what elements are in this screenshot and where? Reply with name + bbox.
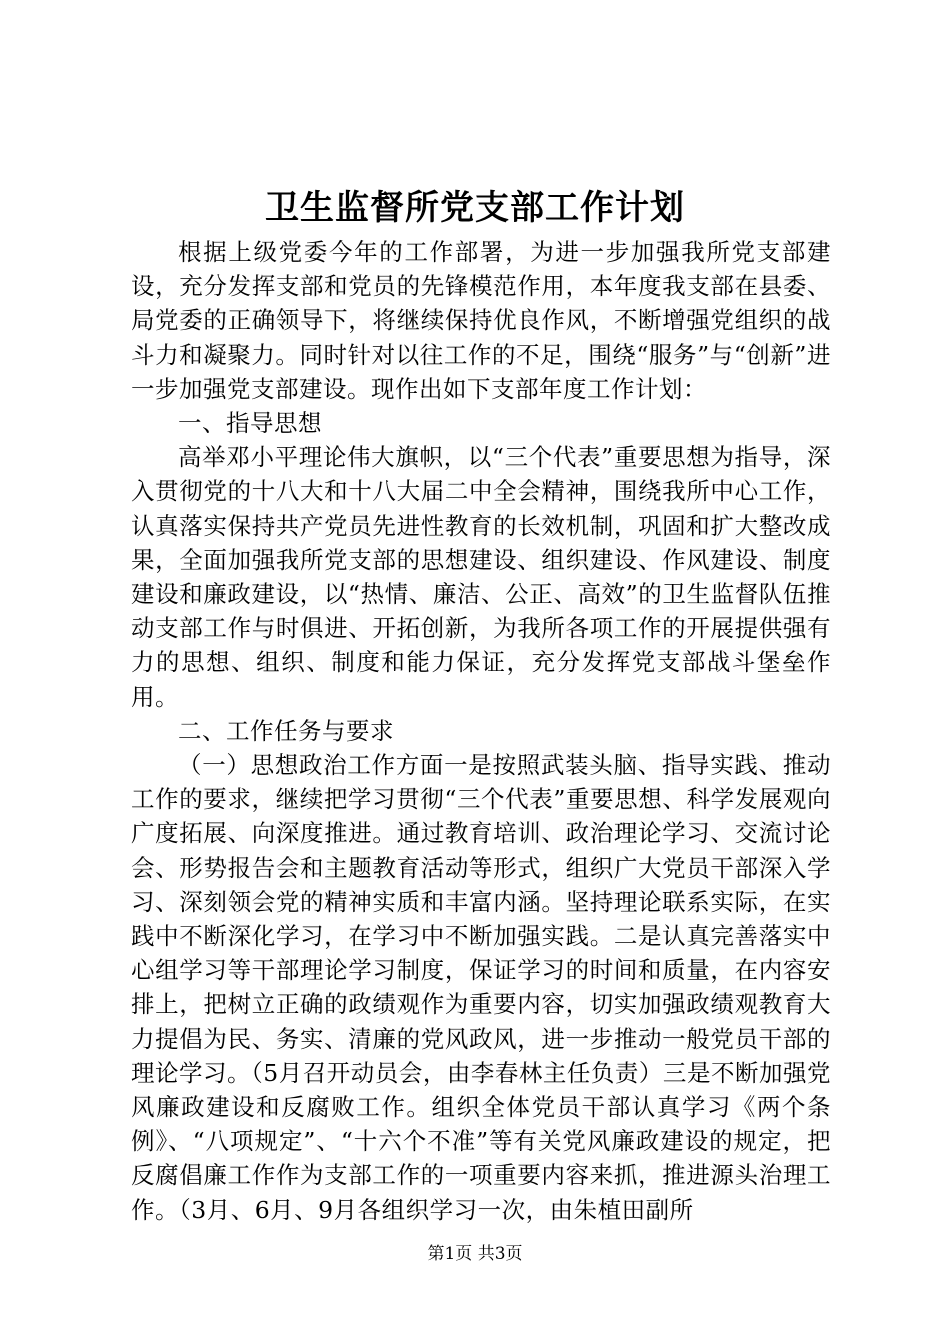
page-footer: 第1页 共3页 bbox=[427, 1244, 523, 1264]
political-work-paragraph: （一）思想政治工作方面一是按照武装头脑、指导实践、推动工作的要求，继续把学习贯彻“三个代表”重要思想、科学发展观向广度拓展、向深度推进。通过教育培训、政治理论学习、交流讨论会、形势报告会和主题教育活动等形式，组织广大党员干部深入学习、深刻领会党的精神实质和丰富内涵。坚持理论联系实际，在实践中不断深化学习，在学习中不断加强实践。二是认真完善落实中心组学习等干部理论学习制度，保证学习的时间和质量，在内容安排上，把树立正确的政绩观作为重要内容，切实加强政绩观教育大力提倡为民、务实、清廉的党风政风，进一步推动一般党员干部的理论学习。（5月召开动员会，由李春林主任负责）三是不断加强党风廉政建设和反腐败工作。组织全体党员干部认真学习《两个条例》、“八项规定”、“十六个不准”等有关党风廉政建设的规定，把反腐倡廉工作作为支部工作的一项重要内容来抓，推进源头治理工作。（3月、6月、9月各组织学习一次，由朱植田副所 bbox=[131, 751, 831, 1224]
document-body bbox=[131, 235, 831, 1227]
guiding-ideology-paragraph: 高举邓小平理论伟大旗帜，以“三个代表”重要思想为指导，深入贯彻党的十八大和十八大届二中全会精神，围绕我所中心工作，认真落实保持共产党员先进性教育的长效机制，巩固和扩大整改成果，全面加强我所党支部的思想建设、组织建设、作风建设、制度建设和廉政建设，以“热情、廉洁、公正、高效”的卫生监督队伍推动支部工作与时俱进、开拓创新，为我所各项工作的开展提供强有力的思想、组织、制度和能力保证，充分发挥党支部战斗堡垒作用。 bbox=[131, 443, 831, 711]
section-heading-tasks-requirements: 二、工作任务与要求 bbox=[178, 716, 394, 745]
document-title: 卫生监督所党支部工作计划 bbox=[265, 188, 685, 228]
section-heading-guiding-ideology: 一、指导思想 bbox=[178, 409, 322, 438]
intro-paragraph: 根据上级党委今年的工作部署，为进一步加强我所党支部建设，充分发挥支部和党员的先锋模范作用，本年度我支部在县委、局党委的正确领导下，将继续保持优良作风，不断增强党组织的战斗力和凝聚力。同时针对以往工作的不足，围绕“服务”与“创新”进一步加强党支部建设。现作出如下支部年度工作计划： bbox=[131, 238, 831, 403]
